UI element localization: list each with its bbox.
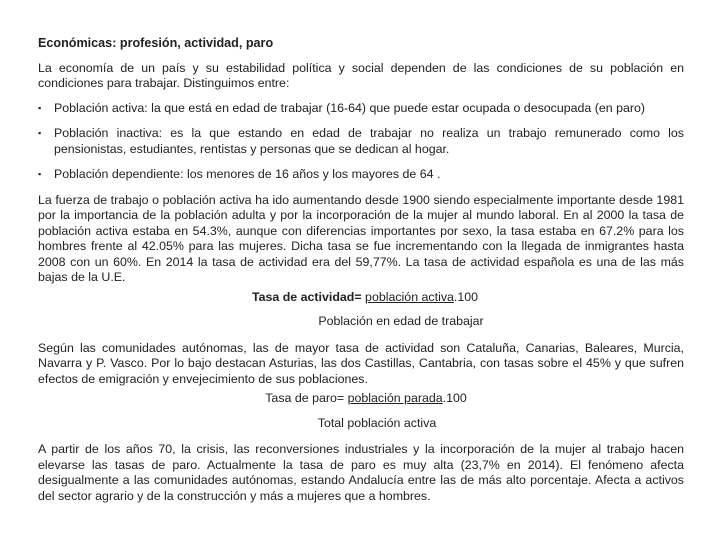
list-item-text: Población dependiente: los menores de 16 años y los mayores de 64 . xyxy=(54,167,441,181)
list-item-text: Población inactiva: es la que estando en edad de trabajar no realiza un trabajo remunerado como los pensionistas, estudiantes, rentistas y personas que se dedican al hogar. xyxy=(54,126,684,156)
population-types-list xyxy=(38,101,684,183)
unemployment-rate-denominator: Total población activa xyxy=(317,415,437,430)
unemployment-rate-formula xyxy=(38,391,684,407)
activity-rate-denominator: Población en edad de trabajar xyxy=(318,314,484,328)
unemployment-paragraph: A partir de los años 70, la crisis, las reconversiones industriales y la incorporación de la mujer al trabajo hacen elevarse las tasas de paro. Actualmente la tasa de paro es muy alta (23,7% en 2014). El fenómeno afecta desigualmente a las comunidades autónomas, estando Andalucía entre las de más alto porcentaje. Afecta a activos del sector agrario y de la construcción y más a mujeres que a hombres. xyxy=(38,442,684,503)
intro-paragraph: La economía de un país y su estabilidad política y social dependen de las condiciones de su población en condiciones para trabajar. Distinguimos entre: xyxy=(38,60,684,90)
active-population-paragraph: La fuerza de trabajo o población activa ha ido aumentando desde 1900 siendo especialmente importante desde 1981 por la importancia de la población adulta y por la incorporación de la mujer al mundo laboral. En al 2000 la tasa de población activa estaba en 54.3%, aunque con diferencias importantes por sexo, la tasa estaba en 67.2% para los hombres frente al 42.05% para las mujeres. Dicha tasa se fue incrementando con la llegada de inmigrantes hasta 2008 con un 60%. En 2014 la tasa de actividad era del 59,77%. La tasa de actividad española es una de las más bajas de la U.E. xyxy=(38,192,684,284)
list-item-text: Población activa: la que está en edad de trabajar (16-64) que puede estar ocupada o desocupada (en paro) xyxy=(54,100,646,115)
bullet-icon: ▪ xyxy=(38,128,42,138)
document-page xyxy=(38,36,684,506)
formula-multiplier: .100 xyxy=(442,391,467,405)
list-item xyxy=(38,101,684,117)
list-item xyxy=(38,167,684,183)
formula-numerator: población activa xyxy=(365,289,454,304)
regional-activity-paragraph: Según las comunidades autónomas, las de mayor tasa de actividad son Cataluña, Canarias, Baleares, Murcia, Navarra y P. Vasco. Por lo bajo destacan Asturias, las dos Castillas, Cantabria, con tasas sobre el 45% y que sufren efectos de emigración y envejecimiento de sus poblaciones. xyxy=(38,340,684,386)
formula-numerator: población parada xyxy=(347,391,443,405)
formula-label: Tasa de paro= xyxy=(265,391,345,405)
section-title: Económicas: profesión, actividad, paro xyxy=(38,36,274,50)
activity-rate-formula xyxy=(38,290,684,306)
formula-label: Tasa de actividad= xyxy=(251,289,362,304)
list-item xyxy=(38,126,684,157)
formula-multiplier: .100 xyxy=(453,289,479,304)
bullet-icon: ▪ xyxy=(38,102,42,113)
bullet-icon: ▪ xyxy=(38,169,42,179)
